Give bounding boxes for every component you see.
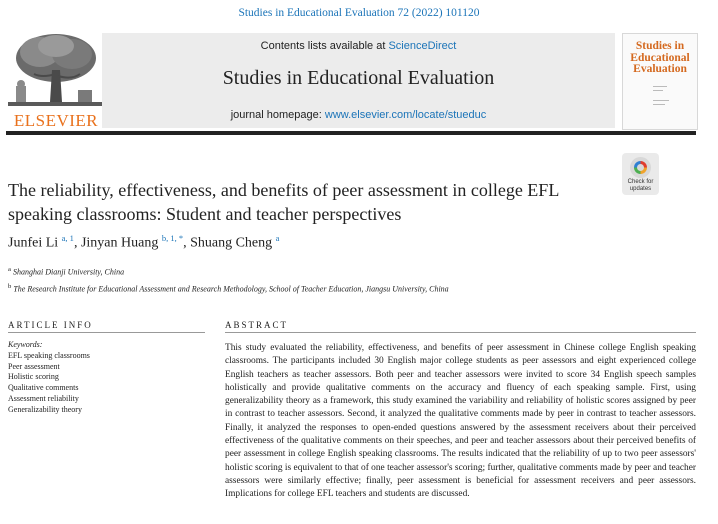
journal-banner — [102, 33, 615, 128]
author-affiliation-mark[interactable]: a — [275, 233, 280, 243]
affiliation-text: The Research Institute for Educational Assessment and Research Methodology, School of Teacher Education, Jiangsu University, China — [13, 284, 449, 294]
cover-text-line — [653, 90, 663, 91]
journal-cover-thumbnail[interactable] — [622, 33, 698, 130]
contents-prefix: Contents lists available at — [260, 40, 389, 52]
keyword-item: Qualitative comments — [8, 383, 79, 393]
cover-title: Studies in Educational Evaluation — [630, 40, 690, 75]
affiliation-list — [8, 263, 449, 296]
article-info-heading: ARTICLE INFO — [8, 320, 93, 330]
affiliation-item — [8, 280, 449, 297]
check-updates-icon — [630, 157, 651, 178]
affiliation-mark: a — [8, 266, 11, 273]
keyword-item: Assessment reliability — [8, 393, 79, 403]
sciencedirect-link[interactable]: ScienceDirect — [388, 40, 457, 52]
elsevier-wordmark: ELSEVIER — [13, 111, 99, 130]
author-affiliation-mark[interactable]: b, 1, * — [161, 233, 184, 243]
journal-homepage-line — [102, 109, 615, 121]
check-updates-label: Check for updates — [627, 179, 654, 192]
abstract-divider — [225, 332, 696, 333]
article-info-divider — [8, 332, 205, 333]
keyword-item: Peer assessment — [8, 361, 60, 371]
check-for-updates-button[interactable] — [622, 153, 659, 195]
author-separator: , — [183, 235, 191, 251]
cover-text-line — [653, 86, 667, 87]
keywords-list — [8, 351, 90, 415]
journal-homepage-link[interactable]: www.elsevier.com/locate/stueduc — [324, 109, 487, 121]
author-separator: , — [73, 235, 81, 251]
author-affiliation-mark[interactable]: a, 1 — [61, 233, 74, 243]
keyword-item: Generalizability theory — [8, 404, 82, 414]
cover-text-line — [653, 100, 669, 101]
abstract-text: This study evaluated the reliability, effectiveness, and benefits of peer assessment in Chinese college English speaking classrooms. The participants included 30 English major college students as peer assessors and eight experienced college English teachers as teacher assessors. Both peer and teacher assessors were invited to score 34 English speech samples holistically and provide qualitative comments on the accuracy and fluency of each speaking sample. First, using generalizability theory as a framework, this study examined the variability and reliability of holistic scores assigned by peer in contrast to teacher assessors. Second, it analyzed the qualitative comments made by peer in contrast to teacher assessors. Finally, it analyzed the responses to open-ended questions answered by the assessment receivers about their perceived effectiveness of the qualitative comments on their speeches, and peer and teacher assessors about their perceived benefits of peer assessment in college English speaking classrooms. The results indicated that the reliability of up to two peer assessors' holistic scoring is equivalent to that of one teacher assessor's scoring; further, qualitative comments made by peer and teacher assessors were similarly effective; finally, peer assessment is beneficial for assessment receivers and peer assessors. Implications for college EFL teachers and students are discussed. — [225, 343, 696, 500]
header-divider — [6, 131, 696, 135]
keyword-item: Holistic scoring — [8, 372, 59, 382]
keyword-item: EFL speaking classrooms — [8, 351, 90, 360]
journal-name: Studies in Educational Evaluation — [222, 67, 495, 89]
author-name[interactable]: Junfei Li — [8, 235, 59, 251]
homepage-prefix: journal homepage: — [230, 109, 325, 121]
article-title: The reliability, effectiveness, and benefits of peer assessment in college EFL speaking classrooms: Student and teacher perspectives — [8, 180, 559, 224]
journal-citation-link[interactable]: Studies in Educational Evaluation 72 (2022) 101120 — [238, 7, 480, 19]
affiliation-item — [8, 263, 449, 280]
keywords-label: Keywords: — [8, 340, 43, 349]
author-list — [8, 233, 279, 252]
cover-text-line — [653, 104, 665, 105]
author-name[interactable]: Shuang Cheng — [190, 235, 273, 251]
affiliation-text: Shanghai Dianji University, China — [12, 267, 125, 277]
abstract-heading: ABSTRACT — [225, 320, 289, 330]
author-name[interactable]: Jinyan Huang — [80, 235, 159, 251]
contents-available-line — [102, 40, 615, 52]
affiliation-mark: b — [8, 282, 12, 290]
